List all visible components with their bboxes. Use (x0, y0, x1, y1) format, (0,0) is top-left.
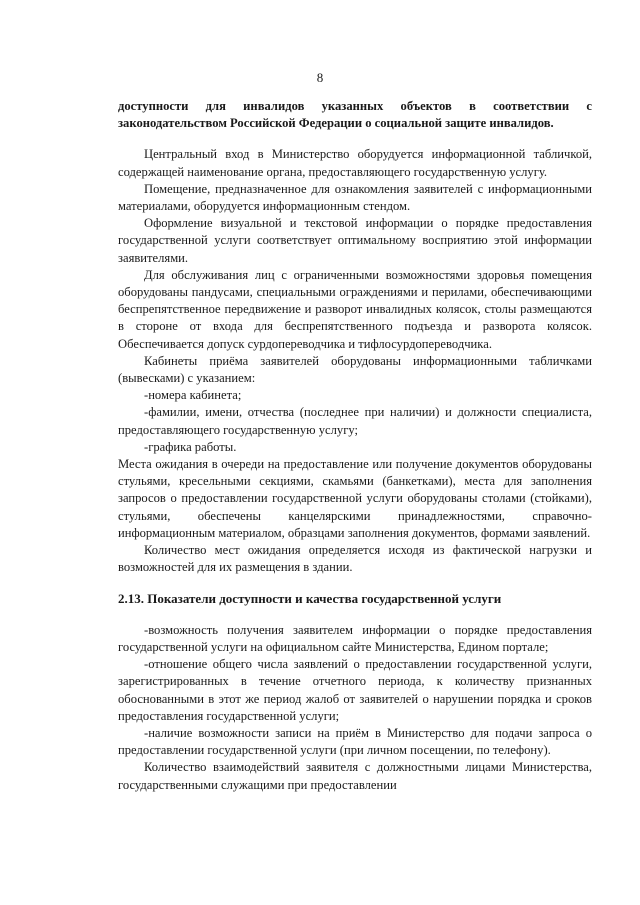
paragraph-visual-info: Оформление визуальной и текстовой информации о порядке предоставления государственной услуги соответствует оптимальному восприятию этой информации заявителями. (118, 216, 592, 265)
paragraph-info-availability: -возможность получения заявителем информации о порядке предоставления государственной услуги на официальном сайте Министерства, Едином портале; (118, 622, 592, 654)
paragraph-complaints-ratio: -отношение общего числа заявлений о предоставлении государственной услуги, зарегистрированных в течение отчетного периода, к количеству признанных обоснованными в этот же период жалоб от заявителей о нарушении порядка и сроков предоставления государственной услуги; (118, 657, 592, 723)
paragraph-info-room: Помещение, предназначенное для ознакомления заявителей с информационными материалами, оборудуется информационным стендом. (118, 181, 592, 214)
intro-bold-paragraph: доступности для инвалидов указанных объектов в соответствии с законодательством Российской Федерации о социальной защите инвалидов. (118, 99, 592, 131)
list-item-room-number: -номера кабинета; (144, 388, 242, 403)
list-item-specialist-name: -фамилии, имени, отчества (последнее при наличии) и должности специалиста, предоставляющего государственную услугу; (118, 405, 592, 437)
section-heading: 2.13. Показатели доступности и качества государственной услуги (118, 591, 502, 607)
paragraph-appointment: -наличие возможности записи на приём в Министерство для подачи запроса о предоставлении государственной услуги (при личном посещении, по телефону). (118, 725, 592, 758)
paragraph-accessibility: Для обслуживания лиц с ограниченными возможностями здоровья помещения оборудованы пандусами, специальными ограждениями и перилами, обеспечивающими беспрепятственное передвижение и разворот инвалидных колясок, столы размещаются в стороне от входа для беспрепятственного подъезда и разворота колясок. Обеспечивается допуск сурдопереводчика и тифлосурдопереводчика. (118, 267, 592, 351)
paragraph-central-entrance: Центральный вход в Министерство оборудуется информационной табличкой, содержащей наименование органа, предоставляющего государственную услугу. (118, 147, 592, 179)
page-content (118, 98, 592, 794)
page-number: 8 (316, 70, 324, 85)
paragraph-waiting-places: Места ожидания в очереди на предоставление или получение документов оборудованы стульями, кресельными секциями, скамьями (банкетками), места для заполнения запросов о предоставлении государственной услуги оборудованы столами (стойками), стульями, обеспечены канцелярскими принадлежностями, справочно-информационным материалом, образцами заполнения документов, формами заявлений. (118, 457, 592, 540)
list-item-schedule: -графика работы. (144, 439, 237, 454)
paragraph-cabinets: Кабинеты приёма заявителей оборудованы информационными табличками (вывесками) с указанием: (118, 353, 592, 386)
paragraph-interactions: Количество взаимодействий заявителя с должностными лицами Министерства, государственными служащими при предоставлении (118, 760, 592, 792)
paragraph-waiting-count: Количество мест ожидания определяется исходя из фактической нагрузки и возможностей для их размещения в здании. (118, 543, 592, 575)
